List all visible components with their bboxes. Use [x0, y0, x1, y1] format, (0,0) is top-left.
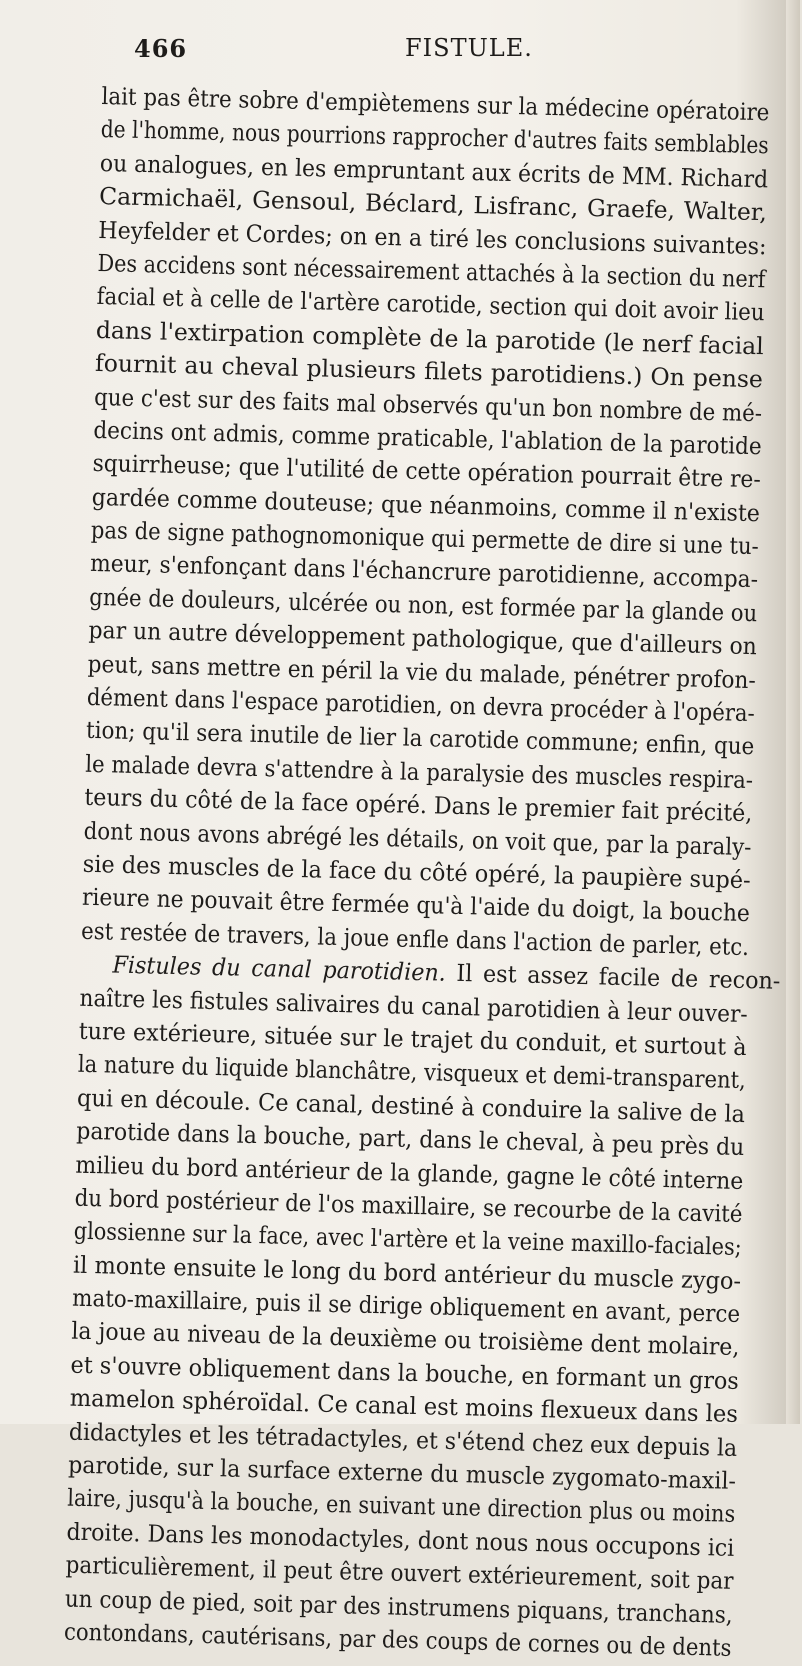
text-line: de l'homme, nous pourrions rapprocher d'autres faits semblables	[100, 115, 770, 160]
text-line: le malade devra s'attendre à la paralysie des muscles respira-	[84, 749, 754, 794]
text-line: squirrheuse; que l'utilité de cette opération pourrait être re-	[92, 449, 762, 494]
text-line: lait pas être sobre d'empiètemens sur la médecine opératoire	[101, 81, 770, 127]
text-line: par un autre développement pathologique, que d'ailleurs on	[88, 616, 758, 661]
text-line: sie des muscles de la face du côté opéré, la paupière supé-	[82, 849, 751, 895]
text-line: Des accidens sont nécessairement attachés à la section du nerf	[97, 248, 766, 294]
running-title: FISTULE.	[405, 34, 533, 62]
text-line: est restée de travers, la joue enfle dans l'action de parler, etc.	[80, 916, 750, 961]
text-line: qui en découle. Ce canal, destiné à conduire la salive de la	[76, 1083, 746, 1128]
text-line: milieu du bord antérieur de la glande, gagne le côté interne	[75, 1150, 744, 1195]
text-line: parotide, sur la surface externe du muscle zygomato-maxil-	[67, 1450, 737, 1495]
text-line: que c'est sur des faits mal observés qu'un bon nombre de mé-	[93, 382, 763, 427]
text-line: la nature du liquide blanchâtre, visqueux et demi-transparent,	[77, 1050, 747, 1095]
text-line: il monte ensuite le long du bord antérieur du muscle zygo-	[72, 1250, 742, 1295]
text-line: particulièrement, il peut être ouvert extérieurement, soit par	[65, 1550, 734, 1596]
text-line: Heyfelder et Cordes; on en a tiré les conclusions suivantes:	[98, 215, 767, 260]
text-line: naître les fistules salivaires du canal parotidien à leur ouver-	[79, 983, 749, 1028]
text-line: dont nous avons abrégé les détails, on voit que, par la paraly-	[83, 816, 752, 861]
text-line: droite. Dans les monodactyles, dont nous nous occupons ici	[66, 1517, 735, 1562]
text-line: et s'ouvre obliquement dans la bouche, en formant un gros	[70, 1350, 740, 1395]
text-line: gnée de douleurs, ulcérée ou non, est formée par la glande ou	[89, 582, 758, 628]
text-line: contondans, cautérisans, par des coups de cornes ou de dents	[63, 1617, 732, 1662]
text-line: rieure ne pouvait être fermée qu'à l'aide du doigt, la bouche	[81, 883, 751, 928]
text-line: un coup de pied, soit par des instrumens piquans, tranchans,	[64, 1584, 734, 1629]
text-line: fournit au cheval plusieurs filets parotidiens.) On pense	[94, 349, 764, 394]
text-line: tion; qu'il sera inutile de lier la carotide commune; enfin, que	[85, 716, 755, 761]
text-line: facial et à celle de l'artère carotide, section qui doit avoir lieu	[96, 282, 765, 327]
section-heading: Fistules du canal parotidien.	[112, 950, 447, 987]
page-header	[0, 30, 800, 76]
text-line: Carmichaël, Gensoul, Béclard, Lisfranc, Graefe, Walter,	[98, 182, 768, 227]
text-line: meur, s'enfonçant dans l'échancrure parotidienne, accompa-	[89, 549, 759, 594]
page-number: 466	[134, 34, 188, 63]
text-line: decins ont admis, comme praticable, l'ablation de la parotide	[93, 415, 762, 461]
text-segment: Il est assez facile de recon-	[445, 958, 781, 995]
text-line: dans l'extirpation complète de la parotide (le nerf facial	[95, 315, 765, 360]
text-line: ou analogues, en les empruntant aux écrits de MM. Richard	[99, 148, 769, 194]
text-line: pas de signe pathognomonique qui permette de dire si une tu-	[90, 515, 760, 561]
text-line: la joue au niveau de la deuxième ou troisième dent molaire,	[71, 1317, 740, 1362]
text-line: didactyles et les tétradactyles, et s'étend chez eux depuis la	[68, 1417, 738, 1462]
text-line: gardée comme douteuse; que néanmoins, comme il n'existe	[91, 482, 761, 527]
text-line: teurs du côté de la face opéré. Dans le premier fait précité,	[84, 782, 753, 828]
text-line: mato-maxillaire, puis il se dirige obliquement en avant, perce	[71, 1283, 741, 1329]
text-line: parotide dans la bouche, part, dans le cheval, à peu près du	[75, 1116, 745, 1162]
text-line: du bord postérieur de l'os maxillaire, se recourbe de la cavité	[74, 1183, 743, 1228]
text-line: glossienne sur la face, avec l'artère et la veine maxillo-faciales;	[73, 1216, 743, 1262]
body-text	[63, 80, 781, 1665]
page-edge	[786, 0, 800, 1424]
text-line: peut, sans mettre en péril la vie du malade, pénétrer profon-	[87, 649, 757, 694]
text-line: mamelon sphéroïdal. Ce canal est moins flexueux dans les	[69, 1383, 739, 1429]
text-line: laire, jusqu'à la bouche, en suivant une direction plus ou moins	[67, 1483, 736, 1529]
text-line: dément dans l'espace parotidien, on devra procéder à l'opéra-	[86, 682, 756, 728]
text-line: ture extérieure, située sur le trajet du conduit, et surtout à	[78, 1016, 747, 1061]
